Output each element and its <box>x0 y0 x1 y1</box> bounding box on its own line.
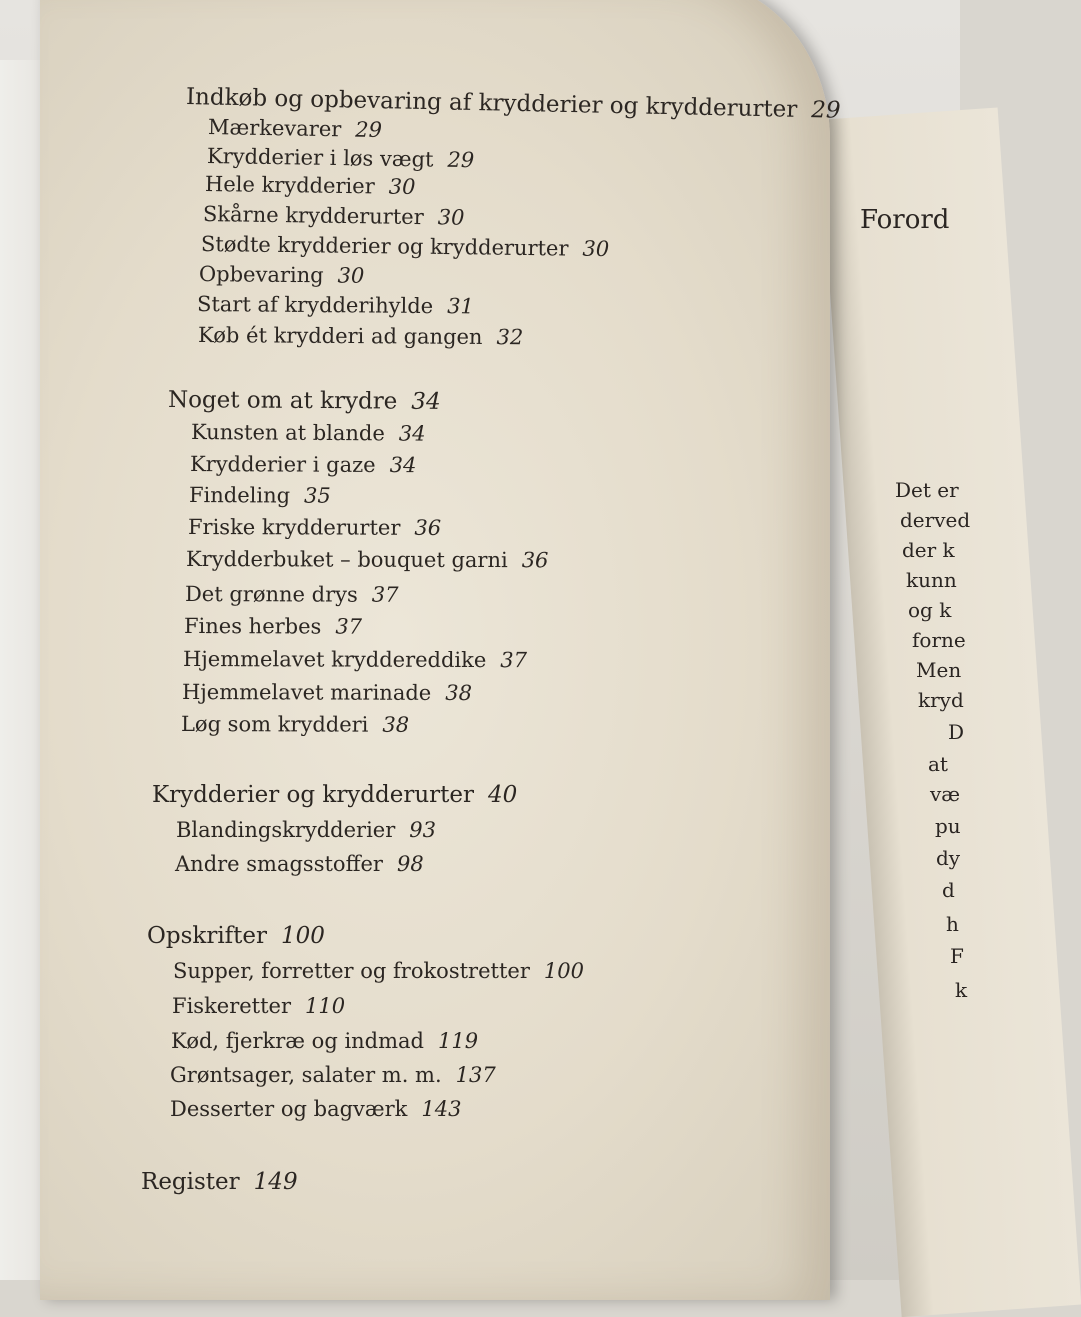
toc-page-number: 29 <box>447 147 475 173</box>
toc-title: Andre smagsstoffer <box>175 852 383 876</box>
toc-title: Kød, fjerkræ og indmad <box>171 1029 425 1053</box>
facing-page-line: k <box>955 978 968 1002</box>
toc-entry <box>197 292 474 318</box>
toc-entry <box>208 115 382 142</box>
toc-entry <box>199 262 365 288</box>
toc-page-number: 137 <box>455 1063 496 1087</box>
facing-page-line: D <box>948 720 965 744</box>
toc-page-number: 36 <box>521 548 549 573</box>
toc-entry <box>188 515 441 540</box>
toc-entry <box>191 420 426 446</box>
toc-entry <box>185 582 399 607</box>
facing-page-line: at <box>928 752 948 776</box>
toc-title: Det grønne drys <box>184 582 358 607</box>
toc-page-number: 30 <box>337 263 365 288</box>
toc-title: Køb ét krydderi ad gangen <box>197 323 483 349</box>
toc-page-number: 38 <box>445 680 473 706</box>
toc-title: Indkøb og opbevaring af krydderier og krydderurter <box>185 84 798 123</box>
toc-title: Mærkevarer <box>207 115 342 142</box>
facing-page-line: forne <box>912 628 966 652</box>
facing-page-line: væ <box>930 782 961 806</box>
toc-title: Løg som krydderi <box>180 712 369 737</box>
toc-title: Krydderier i løs vægt <box>206 144 434 172</box>
toc-page-number: 143 <box>421 1097 462 1121</box>
toc-entry <box>189 483 331 508</box>
toc-entry <box>205 172 416 199</box>
toc-entry <box>171 1029 478 1053</box>
toc-title: Opbevaring <box>198 262 324 288</box>
toc-title: Fiskeretter <box>172 994 292 1018</box>
toc-entry <box>170 1097 462 1121</box>
toc-entry <box>183 647 527 672</box>
toc-title: Opskrifter <box>147 923 268 949</box>
toc-title: Supper, forretter og frokostretter <box>173 959 530 983</box>
toc-title: Stødte krydderier og krydderurter <box>200 232 569 261</box>
toc-page-number: 31 <box>447 294 474 319</box>
toc-entry <box>198 323 523 349</box>
toc-title: Hjemmelavet kryddereddike <box>182 647 487 673</box>
toc-page-number: 34 <box>411 388 441 415</box>
toc-title: Start af krydderihylde <box>196 292 434 319</box>
toc-entry <box>170 1063 496 1087</box>
facing-page-line: dy <box>936 846 961 870</box>
facing-page-line: d <box>942 878 955 902</box>
toc-title: Blandingskrydderier <box>176 818 396 842</box>
toc-title: Noget om at krydre <box>167 387 398 415</box>
facing-page-line: Det er <box>895 478 959 502</box>
toc-page-number: 30 <box>437 205 465 230</box>
toc-title: Desserter og bagværk <box>170 1097 408 1121</box>
toc-title: Hele krydderier <box>204 172 375 199</box>
facing-page-line: pu <box>935 814 961 838</box>
toc-page-number: 40 <box>488 782 518 808</box>
facing-page-line: F <box>950 944 964 968</box>
toc-entry <box>203 202 465 230</box>
toc-page-number: 29 <box>811 97 841 124</box>
toc-title: Fines herbes <box>183 614 322 639</box>
facing-page-line: Men <box>916 658 962 682</box>
facing-page-line: kunn <box>906 568 957 592</box>
toc-page-number: 98 <box>396 852 424 876</box>
toc-title: Kunsten at blande <box>190 420 385 446</box>
toc-chapter <box>147 923 325 949</box>
toc-chapter <box>141 1169 298 1195</box>
toc-page-number: 149 <box>253 1169 298 1195</box>
toc-title: Krydderier i gaze <box>189 452 376 477</box>
toc-page-number: 119 <box>438 1029 479 1053</box>
toc-chapter <box>152 782 517 808</box>
toc-chapter <box>168 387 441 415</box>
toc-page-number: 93 <box>409 818 436 842</box>
toc-page-number: 38 <box>382 712 410 737</box>
toc-entry <box>201 232 609 261</box>
toc-entry <box>186 547 549 572</box>
toc-page-number: 35 <box>304 483 331 508</box>
facing-page-line: der k <box>902 538 955 562</box>
toc-page-number: 29 <box>355 117 383 143</box>
toc-page-number: 30 <box>388 174 416 199</box>
toc-entry <box>172 994 345 1018</box>
toc-page-number: 37 <box>335 614 363 639</box>
facing-page-line: kryd <box>918 688 964 712</box>
toc-page-number: 30 <box>582 236 610 261</box>
toc-title: Grøntsager, salater m. m. <box>170 1063 442 1087</box>
toc-page-number: 110 <box>305 994 346 1018</box>
toc-page-number: 36 <box>414 515 442 540</box>
toc-page-number: 34 <box>389 453 417 478</box>
toc-title: Krydderier og krydderurter <box>152 782 475 808</box>
toc-page-number: 37 <box>500 648 528 673</box>
toc-title: Krydderbuket – bouquet garni <box>185 547 508 573</box>
toc-title: Hjemmelavet marinade <box>181 680 432 705</box>
toc-entry <box>175 852 424 876</box>
toc-page-number: 32 <box>496 325 524 350</box>
toc-entry <box>181 712 409 737</box>
toc-entry <box>182 680 472 705</box>
toc-entry <box>207 144 475 172</box>
facing-page-line: og k <box>908 598 952 622</box>
toc-entry <box>176 818 436 842</box>
toc-title: Friske krydderurter <box>187 515 401 540</box>
toc-entry <box>190 452 417 477</box>
facing-page-line: h <box>946 912 959 936</box>
toc-title: Register <box>141 1169 240 1195</box>
toc-entry <box>184 614 362 639</box>
facing-page-title: Forord <box>860 205 950 235</box>
toc-title: Findeling <box>188 483 291 508</box>
toc-page-number: 34 <box>398 421 426 446</box>
toc-entry <box>173 959 584 983</box>
toc-page-number: 100 <box>281 923 325 949</box>
toc-page-number: 37 <box>371 582 399 607</box>
toc-title: Skårne krydderurter <box>202 202 424 230</box>
facing-page-line: derved <box>900 508 971 532</box>
toc-page-number: 100 <box>543 959 584 983</box>
